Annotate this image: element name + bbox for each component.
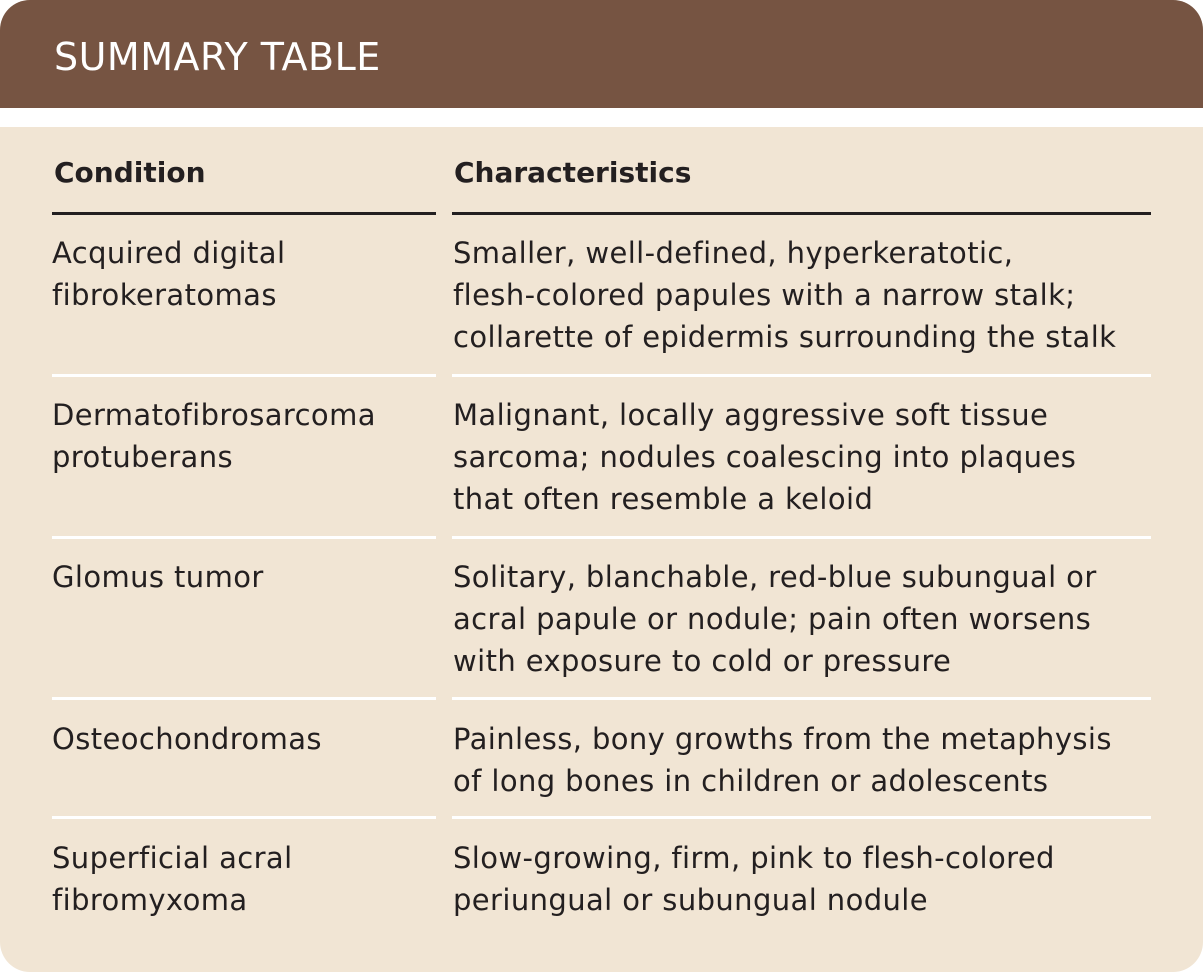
characteristics-text: Smaller, well-defined, hyperkeratotic, [453,236,1014,270]
condition-cell [52,394,442,478]
row-divider [452,697,1151,700]
condition-cell [52,718,442,760]
characteristics-text: Malignant, locally aggressive soft tissue [453,398,1049,432]
characteristics-cell [453,556,1173,682]
characteristics-cell [453,232,1173,358]
header-divider [0,108,1203,127]
characteristics-text: of long bones in children or adolescents [453,764,1049,798]
column-header-characteristics: Characteristics [454,156,692,189]
characteristics-text: that often resemble a keloid [453,482,874,516]
condition-text: Superficial acral [52,841,293,875]
characteristics-text: periungual or subungual nodule [453,883,929,917]
row-divider [52,536,436,539]
condition-text: fibrokeratomas [52,278,277,312]
condition-text: Glomus tumor [52,560,264,594]
condition-cell [52,556,442,598]
column-header-condition: Condition [54,156,206,189]
row-divider [52,374,436,377]
table-header-bar [0,0,1203,108]
condition-cell [52,837,442,921]
column-header-rule-characteristics [452,212,1151,215]
condition-text: Osteochondromas [52,722,322,756]
column-header-rule-condition [52,212,436,215]
characteristics-text: Painless, bony growths from the metaphysis [453,722,1112,756]
characteristics-text: sarcoma; nodules coalescing into plaques [453,440,1077,474]
characteristics-text: Slow-growing, firm, pink to flesh-colored [453,841,1055,875]
characteristics-text: Solitary, blanchable, red-blue subungual or [453,560,1097,594]
row-divider [452,536,1151,539]
characteristics-text: acral papule or nodule; pain often worsens [453,602,1092,636]
characteristics-cell [453,718,1173,802]
characteristics-cell [453,394,1173,520]
condition-text: Dermatofibrosarcoma [52,398,376,432]
condition-text: fibromyxoma [52,883,248,917]
row-divider [52,816,436,819]
characteristics-cell [453,837,1173,921]
characteristics-text: flesh-colored papules with a narrow stalk; [453,278,1076,312]
condition-text: Acquired digital [52,236,286,270]
characteristics-text: with exposure to cold or pressure [453,644,952,678]
table-title: SUMMARY TABLE [54,35,381,79]
row-divider [452,374,1151,377]
row-divider [452,816,1151,819]
characteristics-text: collarette of epidermis surrounding the stalk [453,320,1117,354]
condition-cell [52,232,442,316]
condition-text: protuberans [52,440,234,474]
row-divider [52,697,436,700]
